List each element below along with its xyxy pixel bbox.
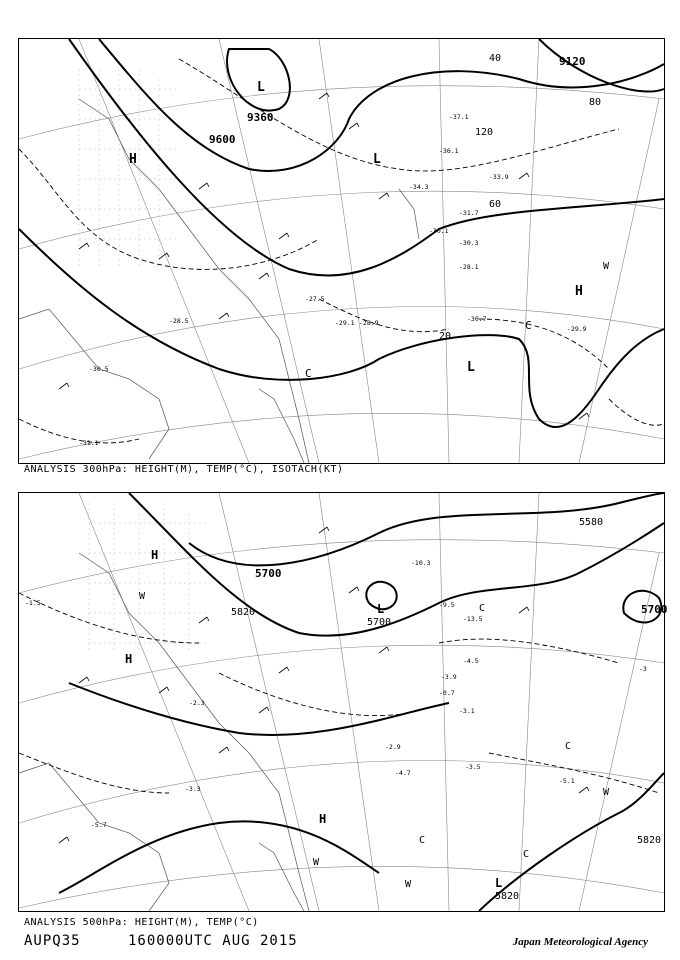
temp-label: -31.1 <box>79 439 99 447</box>
height-label: 9120 <box>559 55 586 68</box>
wind-barbs-500 <box>59 527 589 843</box>
chart-code: AUPQ35 <box>24 933 81 949</box>
pressure-center: H <box>575 284 583 299</box>
pressure-center: C <box>523 849 530 860</box>
temp-label: -30.7 <box>467 315 487 323</box>
coastline-500 <box>19 553 309 911</box>
height-label: 5700 <box>641 603 668 616</box>
temp-isotherms-500 <box>19 593 659 793</box>
temperature-labels-300 <box>79 113 587 447</box>
valid-time: 160000UTC AUG 2015 <box>128 933 298 949</box>
temp-label: -0.7 <box>439 689 455 697</box>
wind-barbs-300 <box>59 93 589 419</box>
pressure-center: C <box>419 835 426 846</box>
map-500hpa <box>19 493 668 911</box>
pressure-center: L <box>373 152 381 167</box>
isotach-label: 40 <box>489 53 502 64</box>
temp-label: -2.3 <box>189 699 205 707</box>
temp-label: -4.7 <box>395 769 411 777</box>
pressure-center: C <box>565 741 572 752</box>
hatched-area-500 <box>89 503 209 653</box>
pressure-center: L <box>257 80 265 95</box>
pressure-center: L <box>467 360 475 375</box>
pressure-center: H <box>129 152 137 167</box>
temp-label: -13.5 <box>463 615 483 623</box>
pressure-center: L <box>495 876 503 890</box>
isotach-label: 80 <box>589 97 602 108</box>
pressure-center: L <box>377 602 385 616</box>
caption-500hpa: ANALYSIS 500hPa: HEIGHT(M), TEMP(°C) <box>24 917 259 928</box>
temp-label: -31.7 <box>459 209 479 217</box>
height-label: 5820 <box>637 835 662 846</box>
pressure-center: W <box>603 261 610 272</box>
pressure-center: H <box>151 548 159 562</box>
temp-label: -3.3 <box>185 785 201 793</box>
temp-label: -29.1 <box>335 319 355 327</box>
temp-label: -30.3 <box>459 239 479 247</box>
temp-label: -28.5 <box>169 317 189 325</box>
map-300hpa <box>19 39 664 463</box>
temp-label: -10.3 <box>411 559 431 567</box>
temp-label: -27.5 <box>305 295 325 303</box>
temp-label: -28.9 <box>359 319 379 327</box>
pressure-center: H <box>319 812 327 826</box>
temp-label: -37.1 <box>449 113 469 121</box>
temperature-labels-500 <box>25 559 647 829</box>
temp-label: -2.9 <box>385 743 401 751</box>
temp-label: -33.9 <box>489 173 509 181</box>
height-label: 9600 <box>209 133 236 146</box>
height-label: 5700 <box>255 567 282 580</box>
pressure-center: W <box>313 857 320 868</box>
chart-500hpa <box>18 492 668 912</box>
height-label: 5580 <box>579 517 604 528</box>
isotach-label: 120 <box>475 127 494 138</box>
temp-label: -5.7 <box>91 821 107 829</box>
height-contours-300 <box>19 39 664 427</box>
temp-label: -34.3 <box>409 183 429 191</box>
temp-label: -30.5 <box>89 365 109 373</box>
pressure-center: H <box>125 652 133 666</box>
height-label: 5700 <box>367 617 392 628</box>
pressure-center: C <box>305 367 312 380</box>
pressure-center: W <box>139 591 146 602</box>
temp-label: -5.1 <box>559 777 575 785</box>
temp-label: -28.1 <box>459 263 479 271</box>
pressure-center: W <box>405 879 412 890</box>
coastline-300 <box>19 99 419 463</box>
temp-label: -29.9 <box>567 325 587 333</box>
height-contours-500 <box>59 493 664 911</box>
height-label: 9360 <box>247 111 274 124</box>
temp-label: -30.1 <box>429 227 449 235</box>
agency-name: Japan Meteorological Agency <box>512 936 648 948</box>
temp-label: -3.5 <box>465 763 481 771</box>
temp-label: -3 <box>639 665 647 673</box>
temp-label: -1.5 <box>25 599 41 607</box>
chart-300hpa <box>18 38 665 464</box>
isotach-label: 60 <box>489 199 502 210</box>
pressure-center: W <box>603 787 610 798</box>
height-label: 5820 <box>231 607 256 618</box>
temp-label: -36.1 <box>439 147 459 155</box>
pressure-center: C <box>479 603 486 614</box>
temp-label: -4.5 <box>463 657 479 665</box>
temp-label: -3.9 <box>441 673 457 681</box>
isotach-label: 20 <box>439 331 452 342</box>
temp-label: -3.1 <box>459 707 475 715</box>
caption-300hpa: ANALYSIS 300hPa: HEIGHT(M), TEMP(°C), ISOTACH(KT) <box>24 464 344 475</box>
height-label: 5820 <box>495 891 520 902</box>
hatched-area-300 <box>79 69 179 269</box>
temp-label: -9.5 <box>439 601 455 609</box>
pressure-center: C <box>525 319 532 332</box>
